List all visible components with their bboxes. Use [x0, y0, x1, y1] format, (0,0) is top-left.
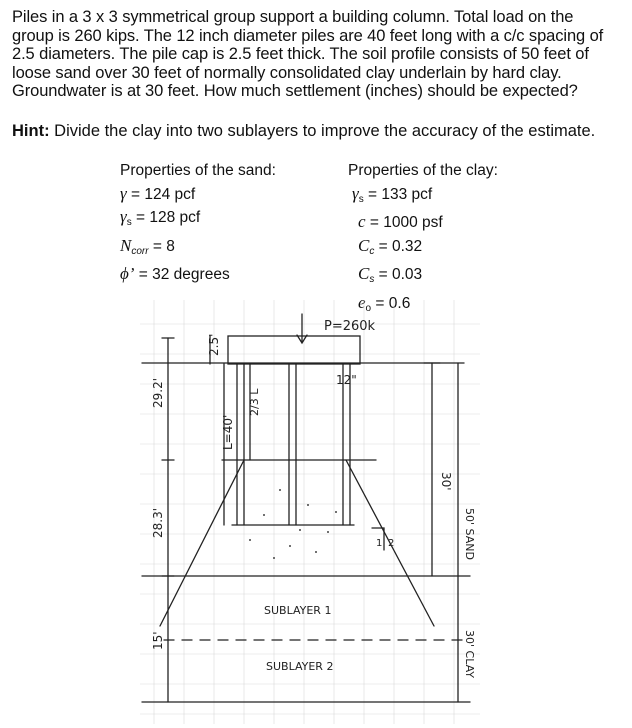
value: = 8	[148, 237, 175, 255]
subscript: o	[365, 302, 372, 314]
depth-label-2: 28.3'	[151, 507, 165, 538]
pile-cap	[228, 336, 360, 364]
depth-label-right: 30'	[439, 472, 453, 491]
subscript: s	[358, 193, 364, 205]
sublayer1-label: SUBLAYER 1	[264, 604, 332, 617]
value: = 124 pcf	[126, 185, 196, 203]
sand-ncorr	[120, 235, 276, 264]
sublayer2-label: SUBLAYER 2	[266, 660, 334, 673]
hint-text: Divide the clay into two sublayers to improve the accuracy of the estimate.	[49, 122, 596, 140]
sand-properties	[120, 160, 276, 287]
symbol: C	[358, 264, 370, 283]
value: = 1000 psf	[365, 214, 443, 231]
value: = 0.03	[374, 266, 423, 283]
clay-label: 30' CLAY	[463, 630, 476, 678]
clay-sat-unit-weight	[348, 183, 498, 212]
load-label: P=260k	[324, 319, 376, 334]
clay-cohesion	[348, 211, 498, 235]
symbol: N	[120, 235, 132, 255]
hint	[12, 122, 595, 141]
problem-line: Piles in a 3 x 3 symmetrical group support a building column. Total load on the	[12, 8, 574, 26]
value: = 0.6	[371, 294, 411, 312]
problem-line: Groundwater is at 30 feet. How much settlement (inches) should be expected?	[12, 82, 578, 101]
clay-heading: Properties of the clay:	[348, 162, 498, 179]
symbol: γ	[120, 207, 127, 226]
symbol: γ	[352, 183, 359, 203]
clay-cc	[348, 235, 498, 264]
slope-label-horizontal: 2	[388, 538, 395, 549]
two-thirds-label: 2/3 L	[248, 388, 261, 416]
spread-line-left	[160, 460, 244, 626]
clay-cs	[348, 263, 498, 292]
problem-line: group is 260 kips. The 12 inch diameter piles are 40 feet long with a c/c spacing of	[12, 26, 604, 45]
pile-length-label: L=40'	[221, 414, 235, 450]
sand-unit-weight	[120, 183, 276, 207]
value: = 133 pcf	[363, 185, 433, 203]
subscript: corr	[131, 245, 149, 257]
value: = 0.32	[374, 237, 423, 255]
problem-line: loose sand over 30 feet of normally consolidated clay underlain by hard clay.	[12, 63, 562, 82]
clay-properties	[348, 160, 498, 320]
sand-friction-angle	[120, 263, 276, 287]
cap-thickness-label: 2.5'	[207, 333, 221, 356]
symbol: C	[358, 235, 370, 255]
problem-line: 2.5 diameters. The pile cap is 2.5 feet thick. The soil profile consists of 50 feet of	[12, 45, 589, 64]
sand-speckles	[249, 489, 337, 559]
diameter-label: 12"	[336, 373, 357, 387]
value: = 32 degrees	[134, 266, 230, 283]
subscript: s	[126, 217, 132, 228]
sand-heading: Properties of the sand:	[120, 162, 276, 179]
hint-label: Hint:	[12, 122, 50, 140]
depth-label-1: 29.2'	[151, 377, 165, 408]
depth-label-3: 15'	[151, 631, 165, 650]
symbol: ϕ’	[120, 264, 135, 283]
sand-sat-unit-weight	[120, 206, 276, 235]
symbol: c	[358, 212, 366, 231]
symbol: γ	[120, 183, 127, 203]
sand-label: 50' SAND	[463, 508, 476, 560]
subscript: s	[369, 274, 375, 285]
problem-statement	[12, 8, 624, 101]
value: = 128 pcf	[131, 209, 201, 226]
slope-label-vertical: 1	[376, 538, 383, 549]
pile-group-sketch	[140, 300, 480, 724]
subscript: c	[369, 245, 375, 257]
symbol: e	[358, 292, 366, 312]
